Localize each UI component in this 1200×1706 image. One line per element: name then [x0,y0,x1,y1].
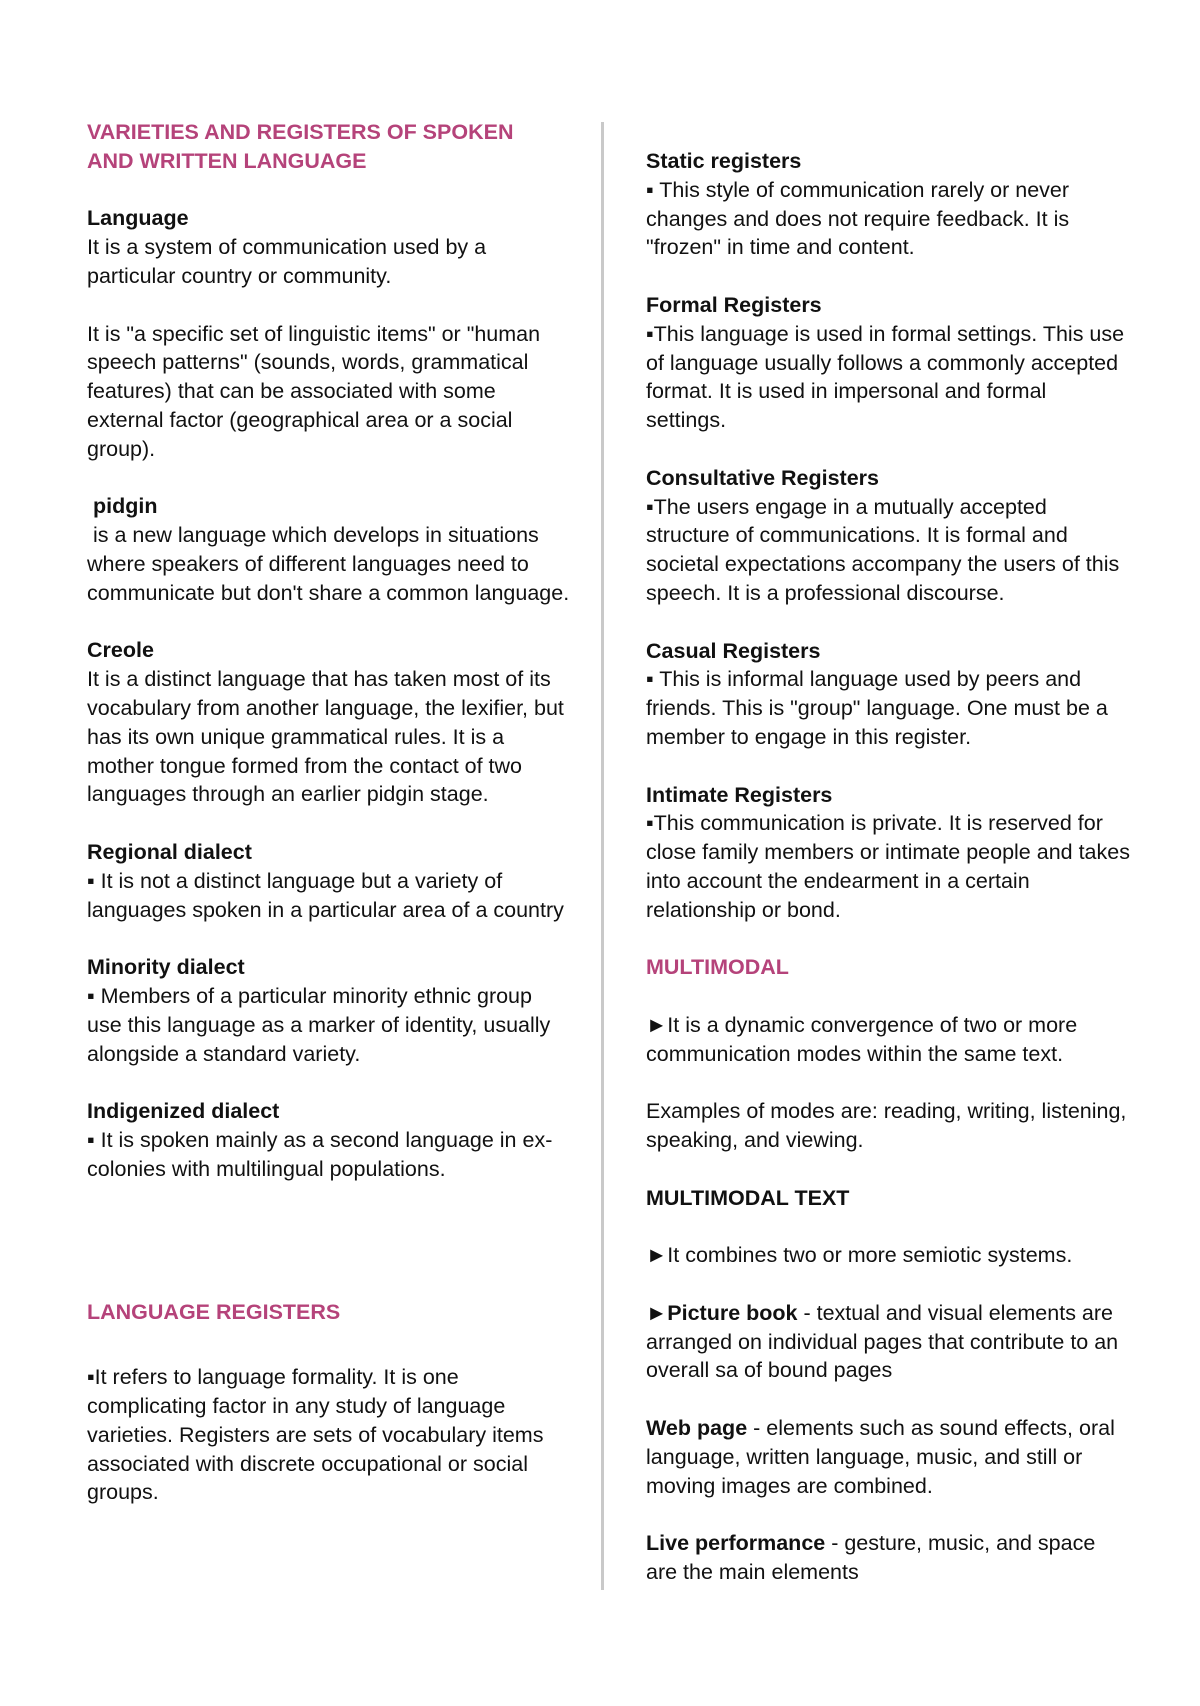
definition-static-registers: ▪ This style of communication rarely or never changes and does not require feedback. It is "frozen" in time and content. [646,177,1070,260]
definition-intimate-registers: ▪This communication is private. It is reserved for close family members or intimate people and takes into account the endearment in a certain relationship or bond. [646,811,1130,922]
term-indigenized-dialect: Indigenized dialect [87,1099,280,1124]
term-static-registers: Static registers [646,149,802,173]
example-picture-book [646,1299,1131,1385]
definition-consultative-registers: ▪The users engage in a mutually accepted structure of communications. It is formal and societal expectations accompany the users of this speech. It is a professional discourse. [646,494,1120,605]
term-formal-registers: Formal Registers [646,292,822,317]
definition-picture-book: - textual and visual elements are arranged on individual pages that contribute to an overall sa of bound pages [646,1300,1119,1383]
left-column [87,118,572,1507]
term-picture-book: Picture book [667,1300,798,1325]
heading-multimodal: MULTIMODAL [646,955,789,980]
document-title: VARIETIES AND REGISTERS OF SPOKEN AND WRITTEN LANGUAGE [87,120,514,173]
term-minority-dialect: Minority dialect [87,955,245,980]
term-consultative-registers: Consultative Registers [646,465,879,490]
definition-indigenized-dialect: ▪ It is spoken mainly as a second language in ex-colonies with multilingual populations. [87,1127,553,1181]
definition-web-page: - elements such as sound effects, oral language, written language, music, and still or moving images are combined. [646,1416,1115,1498]
term-creole: Creole [87,638,154,663]
definition-language-2: It is "a specific set of linguistic items" or "human speech patterns" (sounds, words, grammatical features) that can be associated with some external factor (geographical area or a social group). [87,321,541,461]
picture-book-bullet: ► [646,1300,668,1325]
column-divider [601,122,604,1590]
definition-casual-registers: ▪ This is informal language used by peers and friends. This is "group" language. One must be a member to engage in this register. [646,667,1108,749]
term-live-performance: Live performance [646,1531,826,1556]
definition-minority-dialect: ▪ Members of a particular minority ethnic group use this language as a marker of identity, usually alongside a standard variety. [87,983,551,1066]
definition-pidgin: is a new language which develops in situations where speakers of different languages need to communicate but don't share a common language. [87,523,570,605]
term-regional-dialect: Regional dialect [87,839,252,864]
term-web-page: Web page [646,1416,748,1441]
heading-multimodal-text: MULTIMODAL TEXT [646,1185,850,1210]
definition-regional-dialect: ▪ It is not a distinct language but a variety of languages spoken in a particular area of a country [87,868,564,922]
term-casual-registers: Casual Registers [646,638,821,663]
modes-examples: Examples of modes are: reading, writing, listening, speaking, and viewing. [646,1099,1127,1153]
right-column [646,147,1131,1587]
definition-live-performance: - gesture, music, and space are the main elements [646,1531,1096,1585]
definition-language-1: It is a system of communication used by a particular country or community. [87,235,487,288]
term-pidgin: pidgin [93,494,158,519]
example-web-page [646,1414,1131,1500]
definition-formal-registers: ▪This language is used in formal settings. This use of language usually follows a commonly accepted format. It is used in impersonal and formal settings. [646,321,1125,433]
term-intimate-registers: Intimate Registers [646,782,833,807]
definition-creole: It is a distinct language that has taken most of its vocabulary from another language, the lexifier, but has its own unique grammatical rules. It is a mother tongue formed from the contact of two languages through an earlier pidgin stage. [87,667,564,807]
definition-multimodal: ►It is a dynamic convergence of two or more communication modes within the same text. [646,1012,1078,1066]
definition-multimodal-text: ►It combines two or more semiotic systems. [646,1243,1073,1268]
heading-language-registers: LANGUAGE REGISTERS [87,1300,341,1325]
term-language: Language [87,206,189,231]
example-live-performance [646,1529,1131,1587]
definition-language-registers: ▪It refers to language formality. It is one complicating factor in any study of language varieties. Registers are sets of vocabulary items associated with discrete occupational or social groups. [87,1365,544,1505]
